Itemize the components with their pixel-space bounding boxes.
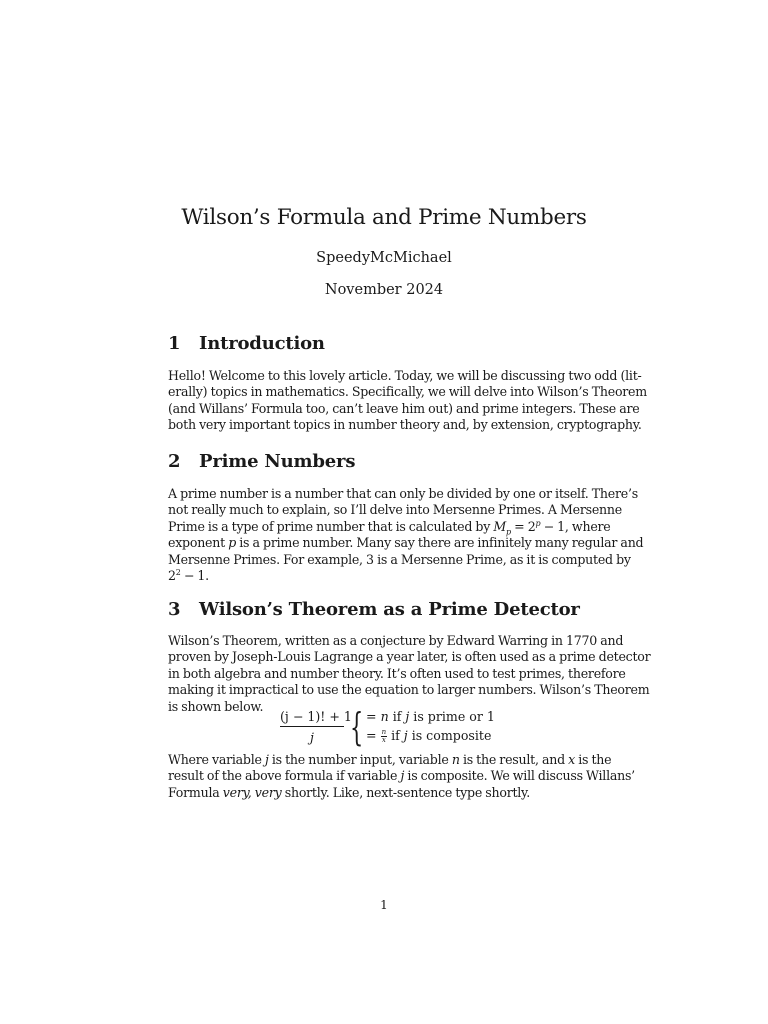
- case-prefix: =: [366, 728, 381, 743]
- section-title: Wilson’s Theorem as a Prime Detector: [199, 599, 580, 620]
- paper-author: SpeedyMcMichael: [316, 250, 452, 266]
- case-prefix: =: [366, 709, 381, 724]
- fraction-numerator: (j − 1)! + 1: [280, 709, 352, 724]
- left-brace-icon: {: [350, 705, 364, 749]
- section-title: Prime Numbers: [199, 451, 356, 472]
- math-var-x: x: [568, 752, 575, 767]
- text-line: [168, 752, 612, 768]
- text-line: Hello! Welcome to this lovely article. Today, we will be discussing two odd (lit-: [168, 368, 642, 383]
- text-line: A prime number is a number that can only be divided by one or itself. There’s: [168, 486, 638, 501]
- math-var-p: p: [228, 535, 237, 551]
- math-eq: = 2: [510, 518, 536, 534]
- text-line: proven by Joseph-Louis Lagrange a year later, is often used as a prime detector: [168, 649, 651, 665]
- math-var-j: j: [400, 768, 405, 784]
- equation-case-prime: [366, 709, 495, 724]
- text-line: [168, 518, 611, 537]
- math-tail: − 1, where: [540, 518, 611, 534]
- section-heading-prime-numbers: [168, 451, 600, 472]
- section-heading-wilsons-theorem: [168, 599, 600, 620]
- text-fragment: Formula: [168, 784, 223, 800]
- math-var-M: M: [493, 518, 507, 534]
- math-var-j: j: [264, 752, 269, 767]
- text-line: [168, 785, 600, 801]
- text-fragment: Prime is a type of prime number that is calculated by: [168, 518, 491, 534]
- case-tail: is prime or 1: [409, 709, 495, 724]
- text-line: [168, 568, 600, 584]
- case-mid: if: [388, 709, 406, 724]
- paragraph-after-equation: [168, 752, 635, 801]
- fraction-bar: [280, 726, 344, 727]
- fraction-denominator: j: [310, 730, 314, 745]
- math-exp: 2: [175, 567, 181, 577]
- case-j: j: [403, 728, 408, 743]
- math-base: 2: [168, 568, 176, 584]
- case-j: j: [405, 709, 410, 724]
- text-fragment: is a prime number. Many say there are infinitely many regular and: [239, 535, 644, 551]
- small-fraction-bottom: x: [381, 736, 386, 744]
- section-heading-introduction: [168, 333, 600, 354]
- text-line: [168, 768, 635, 784]
- text-line: not really much to explain, so I’ll delve into Mersenne Primes. A Mersenne: [168, 502, 622, 518]
- paragraph-introduction: [168, 368, 647, 434]
- small-fraction-top: n: [381, 728, 387, 736]
- paragraph-wilsons-theorem: [168, 633, 651, 715]
- math-tail: − 1.: [180, 568, 209, 584]
- text-fragment: shortly. Like, next-sentence type shortly.: [281, 784, 530, 800]
- case-tail: is composite: [407, 728, 492, 743]
- paper-date: November 2024: [324, 282, 444, 298]
- case-var: n: [380, 709, 389, 724]
- section-number: 2: [168, 451, 181, 472]
- text-fragment: is the result, and: [459, 752, 569, 767]
- text-fragment: is the number input, variable: [268, 752, 452, 767]
- section-number: 1: [168, 333, 181, 354]
- math-var-n: n: [451, 752, 460, 767]
- section-title: Introduction: [199, 333, 325, 354]
- text-line: Mersenne Primes. For example, 3 is a Mersenne Prime, as it is computed by: [168, 551, 631, 567]
- text-line: in both algebra and number theory. It’s often used to test primes, therefore: [168, 665, 626, 681]
- text-line: both very important topics in number theory and, by extension, cryptography.: [168, 417, 642, 433]
- text-line: making it impractical to use the equation to larger numbers. Wilson’s Theorem: [168, 682, 650, 698]
- text-line: Wilson’s Theorem, written as a conjecture by Edward Warring in 1770 and: [168, 633, 624, 648]
- text-line: [168, 535, 644, 551]
- math-sub-p: p: [506, 527, 511, 537]
- section-number: 3: [168, 599, 181, 620]
- text-fragment: exponent: [168, 535, 225, 551]
- text-line: is shown below.: [168, 698, 264, 714]
- paper-title: Wilson’s Formula and Prime Numbers: [181, 205, 587, 230]
- text-line: (and Willans’ Formula too, can’t leave him out) and prime integers. These are: [168, 400, 640, 416]
- text-line: erally) topics in mathematics. Specifically, we will delve into Wilson’s Theorem: [168, 384, 647, 400]
- equation-fraction: [280, 707, 352, 745]
- page-number: 1: [380, 898, 388, 912]
- text-fragment: is composite. We will discuss Willans’: [404, 768, 635, 784]
- math-sup-p: p: [535, 518, 541, 528]
- equation-case-composite: [366, 728, 491, 744]
- emphasis-text: very, very: [222, 784, 282, 800]
- paragraph-prime-numbers: [168, 486, 644, 584]
- text-fragment: Where variable: [168, 752, 265, 767]
- case-mid: if: [387, 728, 404, 743]
- text-fragment: result of the above formula if variable: [168, 768, 401, 784]
- text-fragment: is the: [575, 752, 612, 767]
